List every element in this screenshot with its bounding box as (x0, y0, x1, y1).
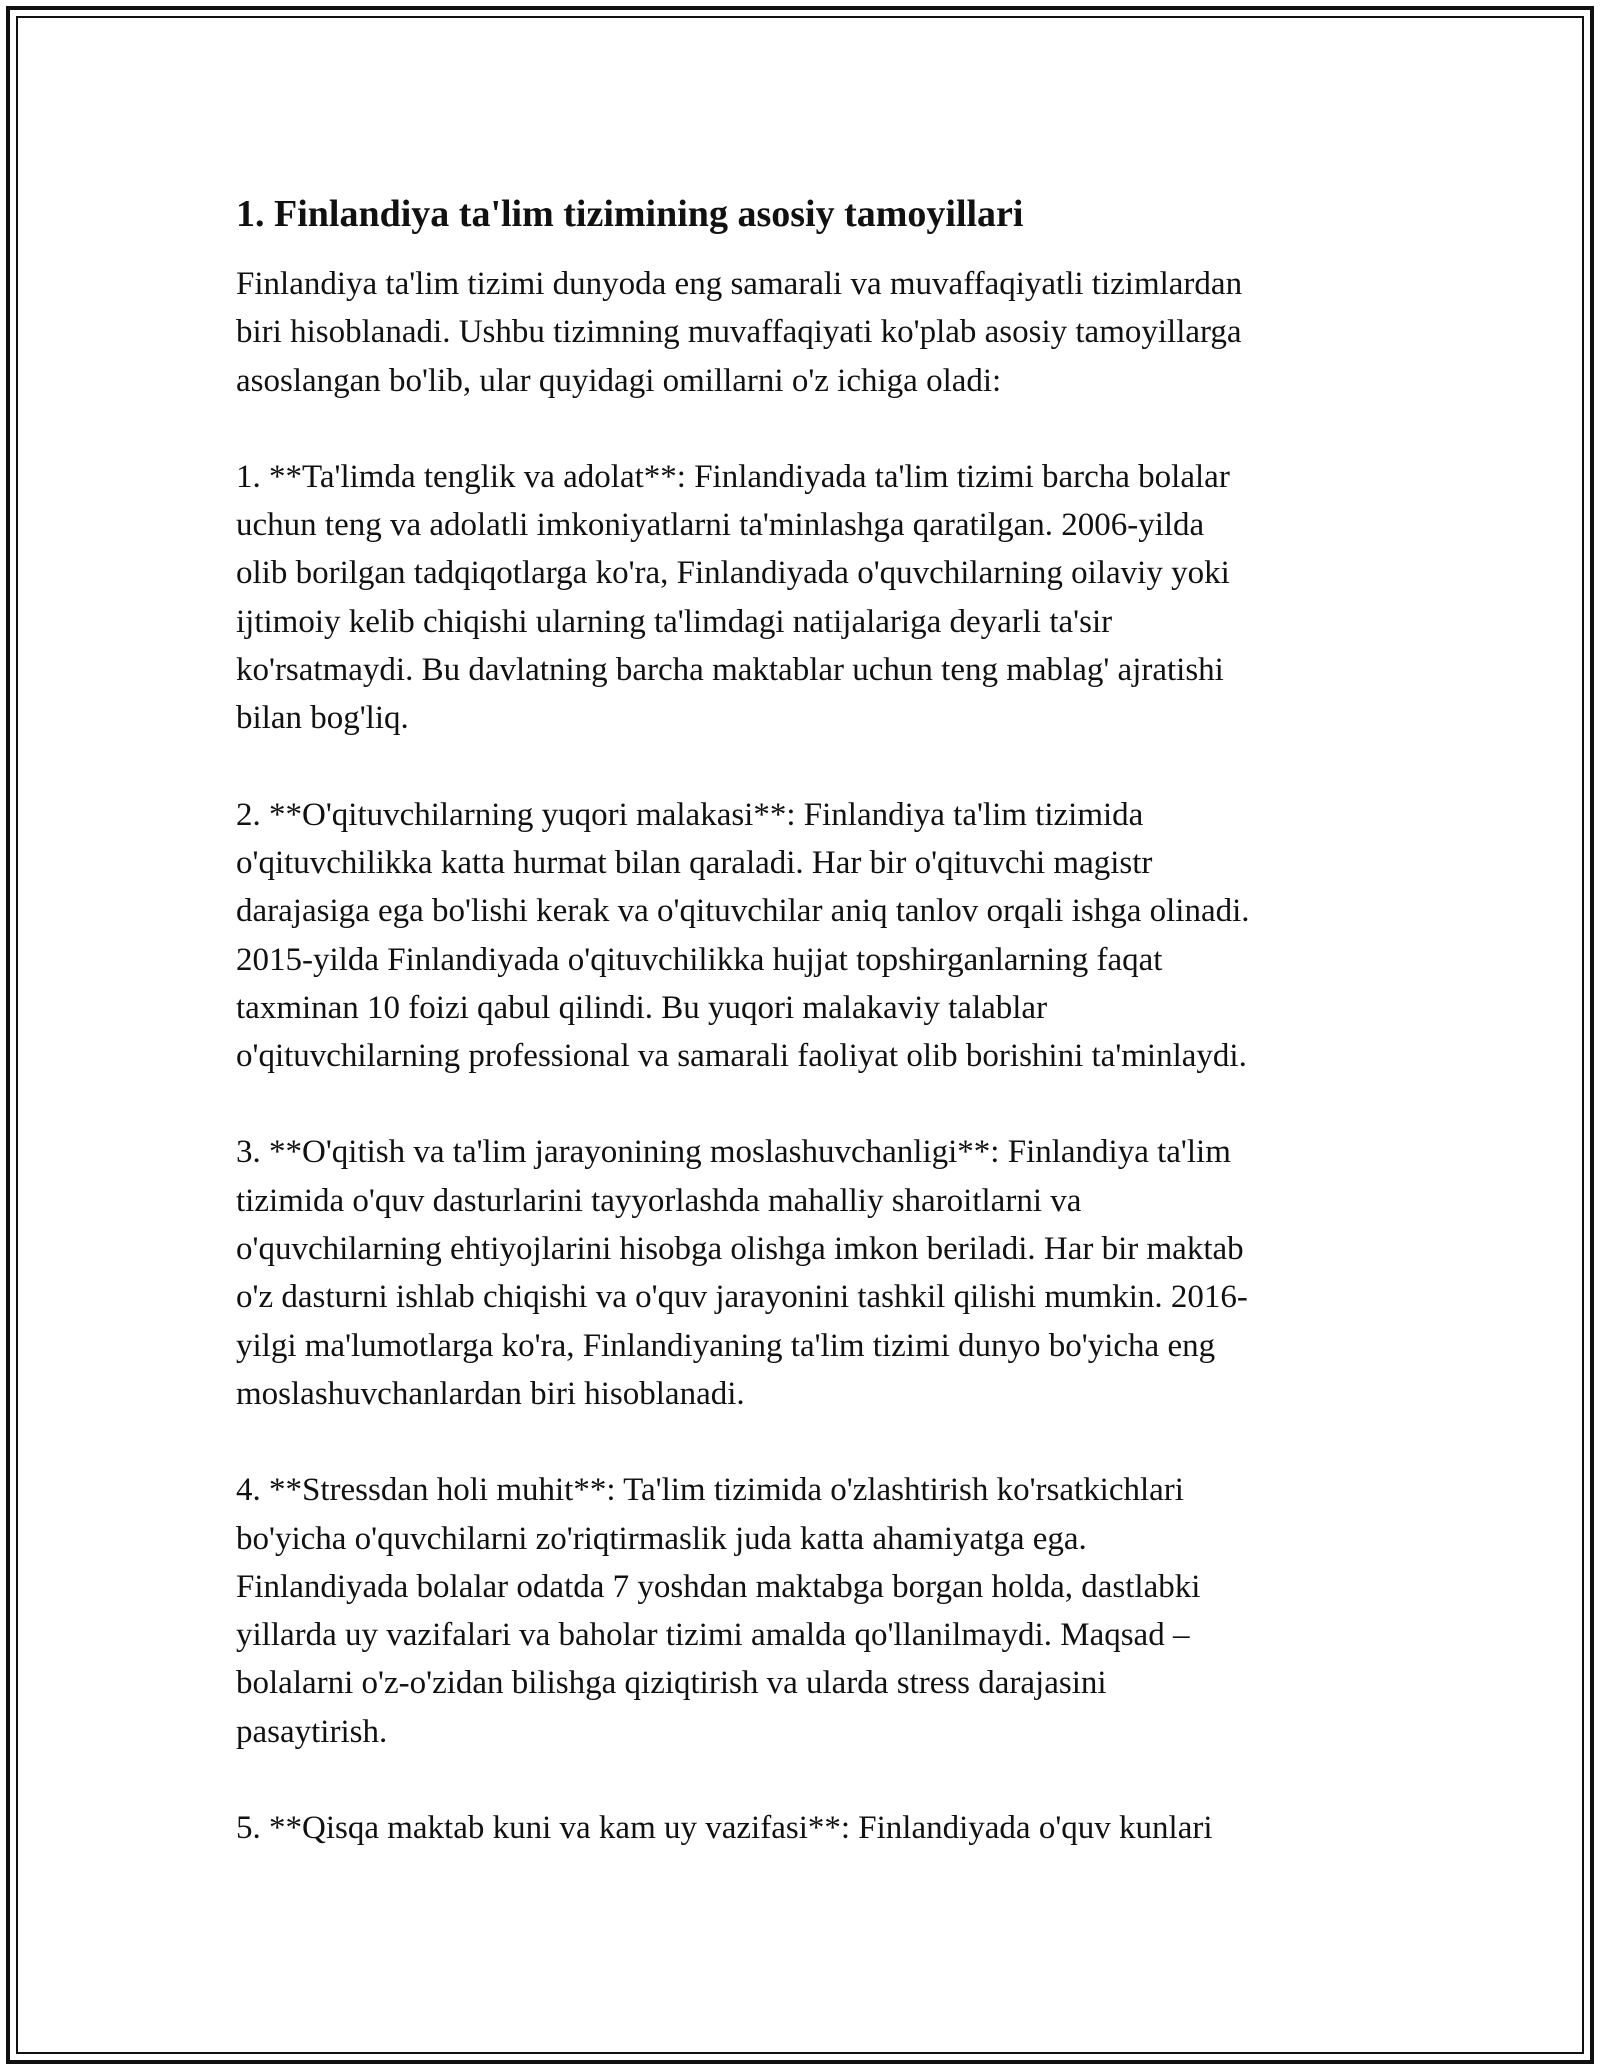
paragraph-teachers: 2. **O'qituvchilarning yuqori malakasi**: Finlandiya ta'lim tizimida o'qituvchilikka katta hurmat bilan qaraladi. Har bir o'qituvchi magistr darajasiga ega bo'lishi kerak va o'qituvchilar aniq tanlov orqali ishga olinadi. 2015-yilda Finlandiyada o'qituvchilikka hujjat topshirganlarning faqat taxminan 10 foizi qabul qilindi. Bu yuqori malakaviy talablar o'qituvchilarning professional va samarali faoliyat olib borishini ta'minlaydi. (236, 796, 1250, 1075)
paragraph-flexibility: 3. **O'qitish va ta'lim jarayonining moslashuvchanligi**: Finlandiya ta'lim tizimida o'quv dasturlarini tayyorlashda mahalliy sharoitlarni va o'quvchilarning ehtiyojlarini hisobga olishga imkon beriladi. Har bir maktab o'z dasturni ishlab chiqishi va o'quv jarayonini tashkil qilishi mumkin. 2016- yilgi ma'lumotlarga ko'ra, Finlandiyaning ta'lim tizimi dunyo bo'yicha eng moslashuvchanlardan biri hisoblanadi. (236, 1134, 1248, 1412)
section-heading: 1. Finlandiya ta'lim tizimining asosiy tamoyillari (236, 193, 1024, 235)
intro-paragraph: Finlandiya ta'lim tizimi dunyoda eng samarali va muvaffaqiyatli tizimlardan biri hisoblanadi. Ushbu tizimning muvaffaqiyati ko'plab asosiy tamoyillarga asoslangan bo'lib, ular quyidagi omillarni o'z ichiga oladi: (236, 266, 1243, 399)
paragraph-stress-free: 4. **Stressdan holi muhit**: Ta'lim tizimida o'zlashtirish ko'rsatkichlari bo'yicha o'quvchilarni zo'riqtirmaslik juda katta ahamiyatga ega. Finlandiyada bolalar odatda 7 yoshdan maktabga borgan holda, dastlabki yillarda uy vazifalari va baholar tizimi amalda qo'llanilmaydi. Maqsad – bolalarni o'z-o'zidan bilishga qiziqtirish va ularda stress darajasini pasaytirish. (236, 1472, 1201, 1750)
paragraph-equality: 1. **Ta'limda tenglik va adolat**: Finlandiyada ta'lim tizimi barcha bolalar uchun teng va adolatli imkoniyatlarni ta'minlashga qaratilgan. 2006-yilda olib borilgan tadqiqotlarga ko'ra, Finlandiyada o'quvchilarning oilaviy yoki ijtimoiy kelib chiqishi ularning ta'limdagi natijalariga deyarli ta'sir ko'rsatmaydi. Bu davlatning barcha maktablar uchun teng mablag' ajratishi bilan bog'liq. (236, 458, 1230, 737)
paragraph-short-day: 5. **Qisqa maktab kuni va kam uy vazifasi**: Finlandiyada o'quv kunlari (236, 1810, 1213, 1847)
document-body (236, 190, 1366, 1900)
